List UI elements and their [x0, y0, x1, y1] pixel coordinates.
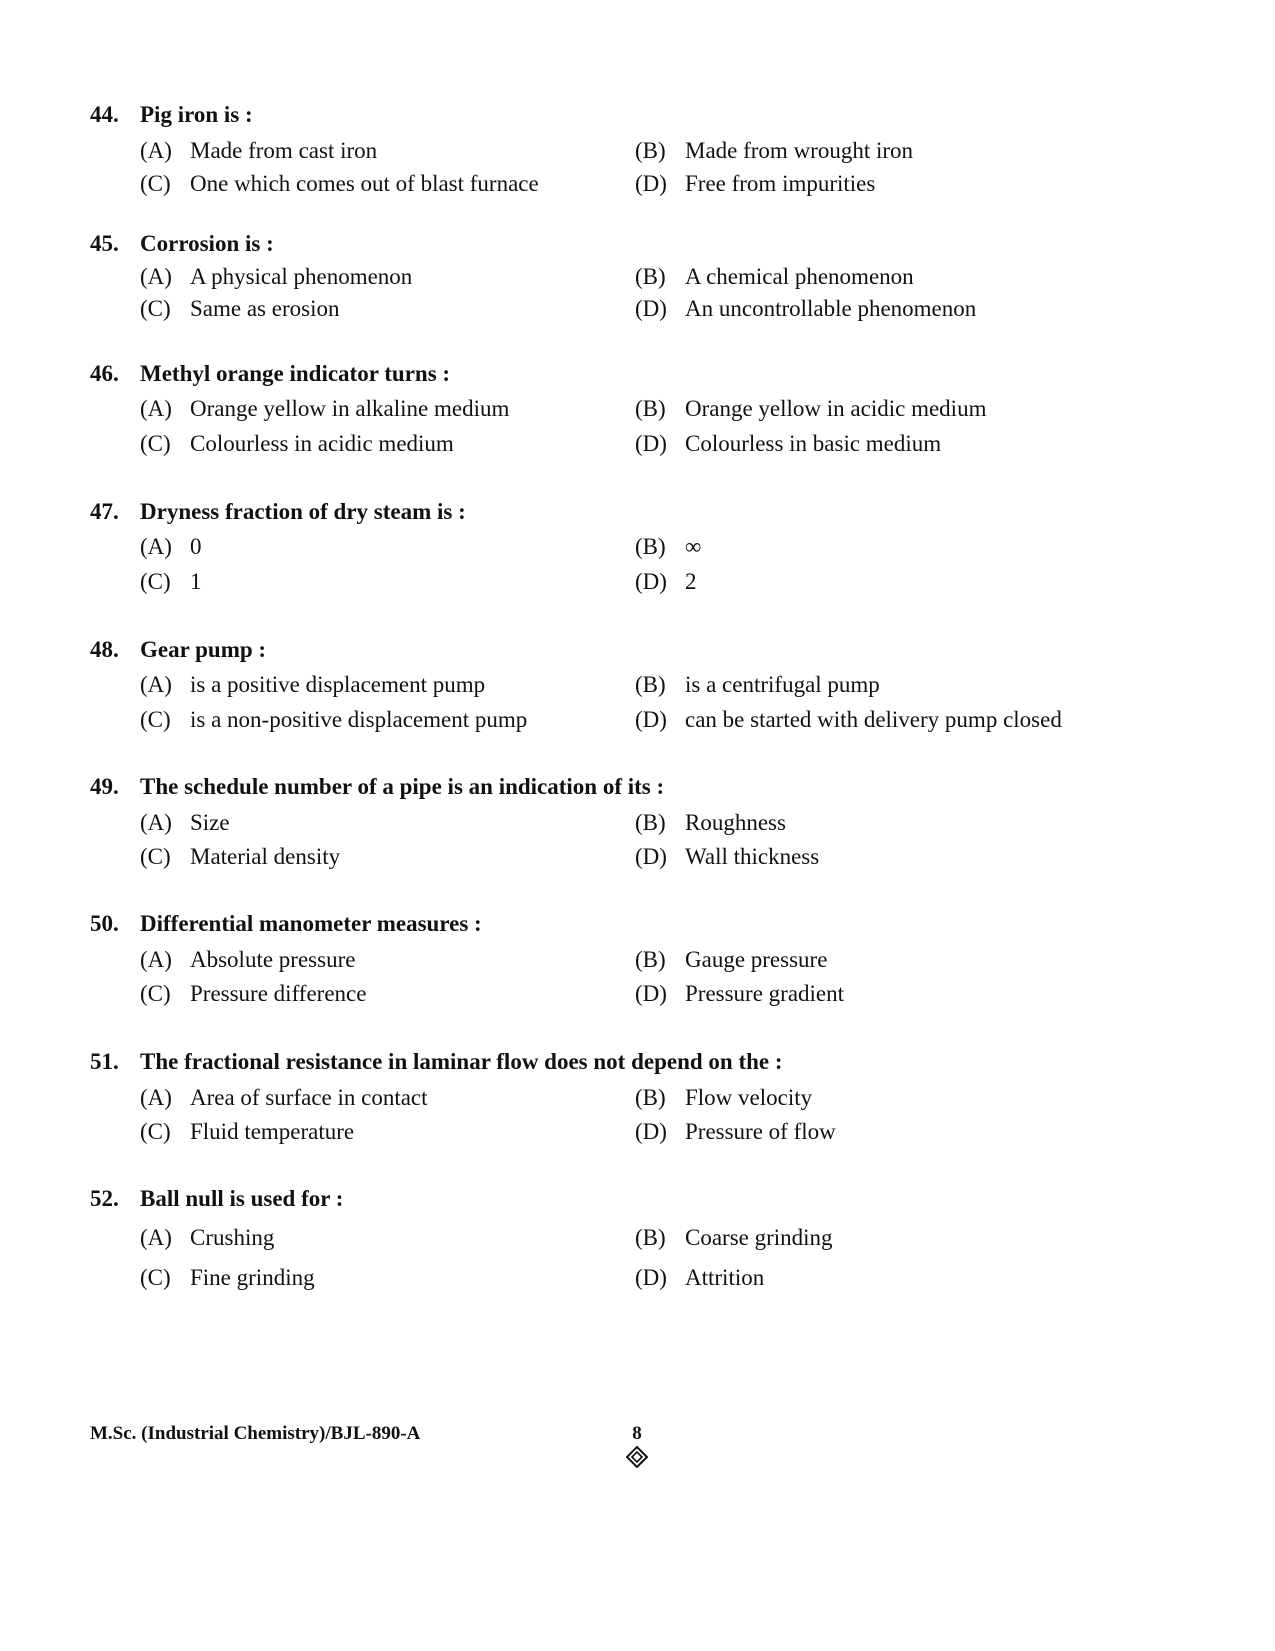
option-a	[140, 395, 635, 423]
option-key: (C)	[140, 1265, 171, 1290]
option-key: (D)	[635, 1265, 667, 1290]
option-key: (C)	[140, 431, 171, 456]
question-47	[90, 498, 1190, 596]
option-text: can be started with delivery pump closed	[685, 707, 1062, 732]
option-text: A physical phenomenon	[190, 264, 413, 289]
page-number: 8	[632, 1423, 642, 1444]
question-heading	[90, 498, 1190, 526]
option-row	[90, 137, 1190, 165]
option-text: Pressure of flow	[685, 1119, 836, 1144]
question-heading	[90, 1048, 1190, 1076]
option-text: 0	[190, 534, 202, 559]
option-text: Colourless in acidic medium	[190, 431, 454, 456]
option-key: (D)	[635, 296, 667, 321]
question-number: 49.	[90, 774, 119, 799]
option-d	[635, 1264, 1190, 1292]
option-key: (D)	[635, 569, 667, 594]
option-text: A chemical phenomenon	[685, 264, 914, 289]
question-48	[90, 636, 1190, 734]
option-text: Area of surface in contact	[190, 1085, 428, 1110]
option-key: (C)	[140, 844, 171, 869]
question-text: Methyl orange indicator turns :	[140, 361, 451, 386]
question-50	[90, 910, 1190, 1008]
option-row	[90, 533, 1190, 561]
option-text: Free from impurities	[685, 171, 876, 196]
question-text: Gear pump :	[140, 637, 267, 662]
option-key: (C)	[140, 296, 171, 321]
option-text: Same as erosion	[190, 296, 340, 321]
option-c	[140, 843, 635, 871]
question-heading	[90, 101, 1190, 129]
diamond-mark-icon	[626, 1446, 648, 1468]
option-key: (C)	[140, 1119, 171, 1144]
option-b	[635, 671, 1190, 699]
option-d	[635, 843, 1190, 871]
option-key: (D)	[635, 431, 667, 456]
option-c	[140, 1264, 635, 1292]
option-key: (D)	[635, 171, 667, 196]
question-text: Differential manometer measures :	[140, 911, 482, 936]
option-a	[140, 1084, 635, 1112]
option-d	[635, 706, 1190, 734]
question-number: 47.	[90, 499, 119, 524]
option-text: One which comes out of blast furnace	[190, 171, 539, 196]
question-heading	[90, 1185, 1190, 1213]
option-d	[635, 1118, 1190, 1146]
option-b	[635, 533, 1190, 561]
option-text: 2	[685, 569, 697, 594]
option-key: (B)	[635, 396, 666, 421]
option-b	[635, 1224, 1190, 1252]
option-row	[90, 1264, 1190, 1292]
option-text: Material density	[190, 844, 341, 869]
option-key: (A)	[140, 810, 172, 835]
option-key: (B)	[635, 264, 666, 289]
option-key: (B)	[635, 1225, 666, 1250]
option-b	[635, 263, 1190, 291]
option-a	[140, 137, 635, 165]
question-heading	[90, 773, 1190, 801]
option-row	[90, 1118, 1190, 1146]
option-row	[90, 430, 1190, 458]
option-key: (B)	[635, 810, 666, 835]
option-d	[635, 430, 1190, 458]
option-text: Made from wrought iron	[685, 138, 914, 163]
option-key: (A)	[140, 534, 172, 559]
question-44	[90, 101, 1190, 198]
footer-course-code: M.Sc. (Industrial Chemistry)/BJL-890-A	[90, 1423, 421, 1444]
option-row	[90, 263, 1190, 291]
option-text: is a non-positive displacement pump	[190, 707, 528, 732]
option-key: (B)	[635, 672, 666, 697]
question-52	[90, 1185, 1190, 1292]
option-a	[140, 671, 635, 699]
option-row	[90, 1224, 1190, 1252]
question-45	[90, 230, 1190, 323]
option-b	[635, 137, 1190, 165]
option-c	[140, 1118, 635, 1146]
question-51	[90, 1048, 1190, 1146]
option-key: (B)	[635, 1085, 666, 1110]
option-row	[90, 568, 1190, 596]
option-text: Size	[190, 810, 230, 835]
option-key: (A)	[140, 947, 172, 972]
option-text: An uncontrollable phenomenon	[685, 296, 977, 321]
option-row	[90, 671, 1190, 699]
question-number: 48.	[90, 637, 119, 662]
option-b	[635, 1084, 1190, 1112]
option-key: (C)	[140, 171, 171, 196]
question-49	[90, 773, 1190, 871]
question-text: Dryness fraction of dry steam is :	[140, 499, 466, 524]
option-key: (C)	[140, 569, 171, 594]
question-number: 50.	[90, 911, 119, 936]
option-key: (C)	[140, 707, 171, 732]
option-text: ∞	[685, 534, 702, 559]
option-c	[140, 706, 635, 734]
option-key: (D)	[635, 844, 667, 869]
option-d	[635, 170, 1190, 198]
option-a	[140, 1224, 635, 1252]
option-key: (B)	[635, 138, 666, 163]
option-key: (A)	[140, 1225, 172, 1250]
question-number: 52.	[90, 1186, 119, 1211]
option-key: (D)	[635, 1119, 667, 1144]
option-text: is a positive displacement pump	[190, 672, 486, 697]
option-key: (B)	[635, 947, 666, 972]
option-text: 1	[190, 569, 202, 594]
question-text: Pig iron is :	[140, 102, 253, 127]
option-a	[140, 263, 635, 291]
option-row	[90, 946, 1190, 974]
question-heading	[90, 910, 1190, 938]
option-text: Crushing	[190, 1225, 275, 1250]
option-text: Orange yellow in alkaline medium	[190, 396, 510, 421]
option-c	[140, 430, 635, 458]
question-text: Corrosion is :	[140, 231, 274, 256]
option-row	[90, 295, 1190, 323]
option-c	[140, 980, 635, 1008]
option-a	[140, 809, 635, 837]
option-key: (B)	[635, 534, 666, 559]
option-text: Orange yellow in acidic medium	[685, 396, 987, 421]
option-b	[635, 946, 1190, 974]
option-text: Flow velocity	[685, 1085, 813, 1110]
question-text: The fractional resistance in laminar flow does not depend on the :	[140, 1049, 783, 1074]
option-key: (D)	[635, 981, 667, 1006]
option-a	[140, 533, 635, 561]
option-key: (C)	[140, 981, 171, 1006]
option-c	[140, 568, 635, 596]
question-number: 51.	[90, 1049, 119, 1074]
option-key: (A)	[140, 396, 172, 421]
question-heading	[90, 636, 1190, 664]
option-text: Pressure difference	[190, 981, 367, 1006]
option-row	[90, 1084, 1190, 1112]
option-key: (A)	[140, 264, 172, 289]
question-text: Ball null is used for :	[140, 1186, 344, 1211]
option-a	[140, 946, 635, 974]
question-number: 44.	[90, 102, 119, 127]
option-b	[635, 395, 1190, 423]
option-text: Wall thickness	[685, 844, 820, 869]
option-text: Attrition	[685, 1265, 765, 1290]
option-text: Coarse grinding	[685, 1225, 833, 1250]
question-46	[90, 360, 1190, 458]
option-c	[140, 295, 635, 323]
option-text: Colourless in basic medium	[685, 431, 942, 456]
option-key: (D)	[635, 707, 667, 732]
option-row	[90, 170, 1190, 198]
option-row	[90, 809, 1190, 837]
option-d	[635, 568, 1190, 596]
option-text: is a centrifugal pump	[685, 672, 880, 697]
option-row	[90, 706, 1190, 734]
question-text: The schedule number of a pipe is an indication of its :	[140, 774, 665, 799]
option-text: Fine grinding	[190, 1265, 315, 1290]
option-key: (A)	[140, 1085, 172, 1110]
option-text: Made from cast iron	[190, 138, 378, 163]
option-text: Pressure gradient	[685, 981, 845, 1006]
option-key: (A)	[140, 138, 172, 163]
question-heading	[90, 230, 1190, 258]
option-text: Absolute pressure	[190, 947, 356, 972]
option-text: Roughness	[685, 810, 786, 835]
option-text: Gauge pressure	[685, 947, 828, 972]
question-number: 45.	[90, 231, 119, 256]
option-key: (A)	[140, 672, 172, 697]
option-b	[635, 809, 1190, 837]
option-c	[140, 170, 635, 198]
option-row	[90, 980, 1190, 1008]
option-row	[90, 395, 1190, 423]
question-heading	[90, 360, 1190, 388]
option-row	[90, 843, 1190, 871]
option-d	[635, 295, 1190, 323]
question-number: 46.	[90, 361, 119, 386]
option-text: Fluid temperature	[190, 1119, 355, 1144]
option-d	[635, 980, 1190, 1008]
